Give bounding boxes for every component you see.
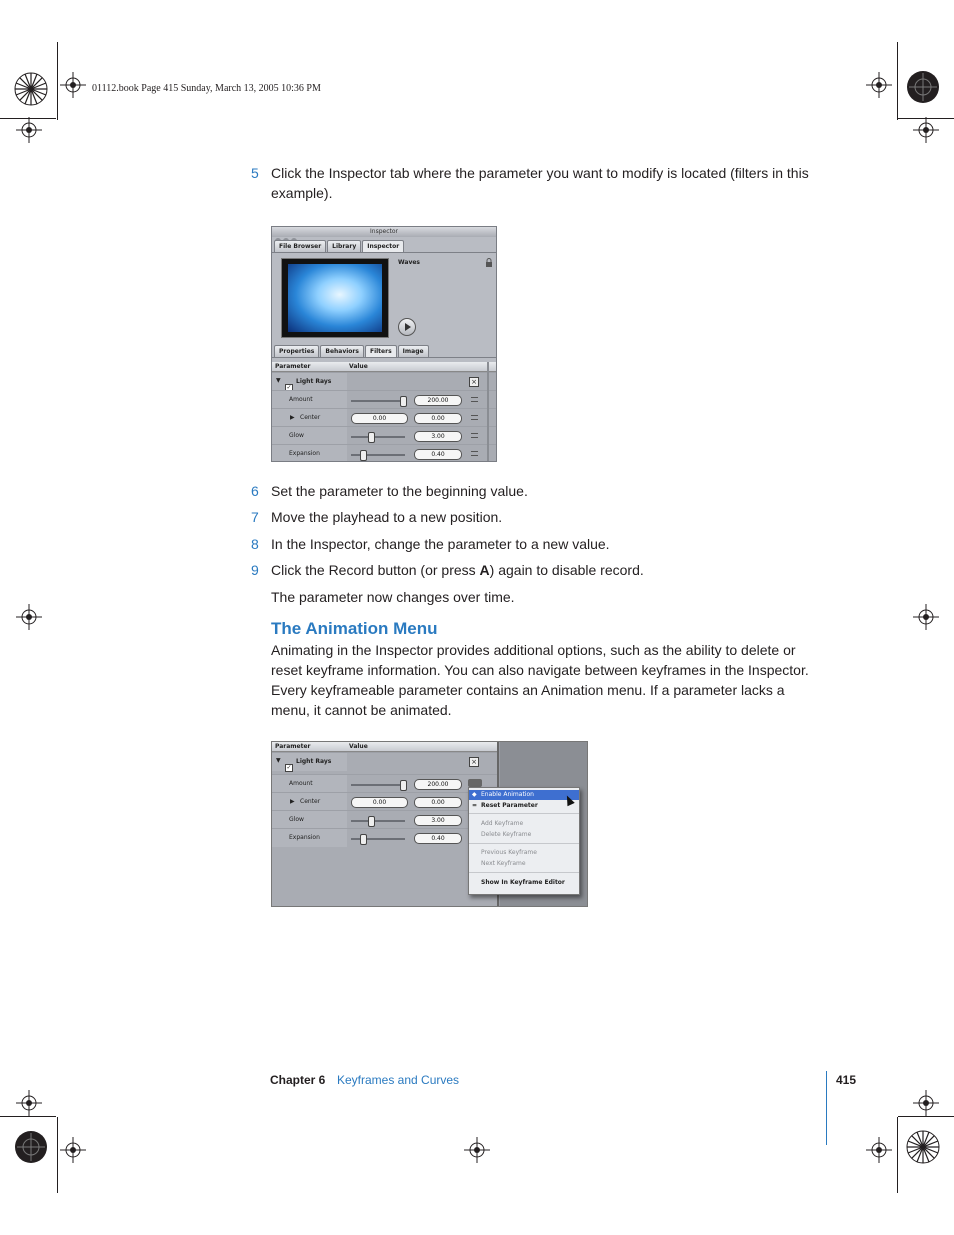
animation-menu-icon[interactable] [471, 397, 478, 402]
menu-item-delete-keyframe[interactable]: Delete Keyframe [481, 831, 532, 838]
step-number: 9 [251, 562, 259, 578]
center-x-field[interactable]: 0.00 [351, 413, 408, 424]
starburst-registration-icon [906, 1130, 940, 1164]
glow-value-field[interactable]: 3.00 [414, 815, 462, 826]
step-text: Click the Inspector tab where the parameter you want to modify is located (filters in this example). [271, 165, 809, 201]
crosshair-registration-icon [464, 1137, 490, 1163]
lock-icon[interactable] [485, 258, 493, 267]
parameter-row [272, 774, 497, 793]
expansion-slider[interactable] [351, 454, 405, 456]
tab-filters[interactable]: Filters [365, 345, 397, 358]
amount-value-field[interactable]: 200.00 [414, 395, 462, 406]
parameter-label: Amount [289, 396, 313, 403]
step-number: 6 [251, 483, 259, 499]
parameter-row [272, 426, 496, 445]
expansion-value-field[interactable]: 0.40 [414, 449, 462, 460]
crop-mark [0, 1116, 56, 1117]
step-text: In the Inspector, change the parameter to a new value. [271, 536, 610, 552]
browser-tabs [274, 240, 405, 251]
column-parameter: Parameter [275, 363, 311, 370]
glow-slider[interactable] [351, 820, 405, 822]
footer-chapter: Chapter 6 [270, 1073, 326, 1087]
key-name: A [479, 562, 490, 578]
parameter-label: Center [300, 798, 321, 805]
crosshair-registration-icon [866, 72, 892, 98]
step-text: Move the playhead to a new position. [271, 509, 503, 525]
group-name: Light Rays [296, 758, 332, 765]
footer-chapter-title: Keyframes and Curves [337, 1073, 460, 1087]
crosshair-registration-icon [60, 72, 86, 98]
crosshair-registration-icon [866, 1137, 892, 1163]
disclosure-triangle-icon[interactable]: ▶ [290, 414, 295, 421]
filter-name: Waves [398, 259, 421, 266]
parameter-label: Glow [289, 816, 304, 823]
menu-item-enable-animation[interactable]: ◆ Enable Animation [469, 790, 579, 800]
crop-mark [897, 1117, 898, 1193]
column-header [272, 742, 497, 752]
step-number: 8 [251, 536, 259, 552]
menu-item-add-keyframe[interactable]: Add Keyframe [481, 820, 524, 827]
step-text: Click the Record button (or press A) again to disable record. [271, 562, 644, 578]
window-title: Inspector [370, 228, 398, 235]
step-number: 5 [251, 165, 259, 181]
section-heading: The Animation Menu [271, 619, 438, 638]
parameter-label: Expansion [289, 834, 320, 841]
crosshair-registration-icon [16, 117, 42, 143]
parameter-label: Expansion [289, 450, 320, 457]
parameter-row [272, 792, 497, 811]
menu-item-reset-parameter[interactable]: = Reset Parameter [472, 802, 538, 809]
tab-library[interactable]: Library [327, 240, 361, 253]
disclosure-triangle-icon[interactable]: ▼ [276, 757, 281, 764]
section-paragraph: Animating in the Inspector provides additional options, such as the ability to delete or reset keyframe information. You can also navigate between keyframes in the Inspector. Every keyframeable parameter contains an Animation menu. If a parameter lacks a menu, it cannot be animated. [271, 642, 809, 718]
amount-slider[interactable] [351, 784, 405, 786]
remove-filter-icon[interactable]: × [469, 757, 479, 767]
parameter-list [272, 372, 496, 462]
parameter-row [272, 390, 496, 409]
center-y-field[interactable]: 0.00 [414, 797, 462, 808]
glow-value-field[interactable]: 3.00 [414, 431, 462, 442]
parameter-row [272, 828, 497, 847]
crop-mark [57, 42, 58, 120]
enable-checkbox[interactable]: ✓ [286, 763, 292, 771]
column-header [272, 362, 496, 372]
play-icon[interactable] [398, 318, 416, 336]
result-text: The parameter now changes over time. [271, 589, 515, 605]
parameter-label: Center [300, 414, 321, 421]
step-text: Set the parameter to the beginning value. [271, 483, 528, 499]
parameter-panel [272, 742, 499, 907]
crosshair-registration-icon [913, 1090, 939, 1116]
parameter-list [272, 752, 497, 907]
crop-mark [57, 1117, 58, 1193]
window-titlebar [272, 227, 496, 237]
center-x-field[interactable]: 0.00 [351, 797, 408, 808]
parameter-row [272, 408, 496, 427]
starburst-registration-icon [14, 1130, 48, 1164]
crosshair-registration-icon [913, 604, 939, 630]
tab-file-browser[interactable]: File Browser [274, 240, 326, 253]
inspector-screenshot [271, 226, 497, 462]
menu-item-next-keyframe[interactable]: Next Keyframe [481, 860, 526, 867]
scrollbar[interactable] [487, 362, 489, 462]
starburst-registration-icon [906, 70, 940, 104]
file-info-header: 01112.book Page 415 Sunday, March 13, 2005 10:36 PM [92, 83, 321, 94]
enable-checkbox[interactable]: ✓ [286, 383, 292, 391]
animation-menu [468, 787, 580, 895]
step-number: 7 [251, 509, 259, 525]
crosshair-registration-icon [16, 1090, 42, 1116]
tab-properties[interactable]: Properties [274, 345, 319, 358]
amount-value-field[interactable]: 200.00 [414, 779, 462, 790]
inspector-subtabs [274, 345, 430, 356]
expansion-value-field[interactable]: 0.40 [414, 833, 462, 844]
animation-menu-icon[interactable] [471, 433, 478, 438]
parameter-label: Amount [289, 780, 313, 787]
page-number: 415 [836, 1073, 857, 1087]
crop-mark [898, 1116, 954, 1117]
animation-menu-icon[interactable] [471, 451, 478, 456]
animation-menu-screenshot [271, 741, 588, 907]
crosshair-registration-icon [913, 117, 939, 143]
tab-behaviors[interactable]: Behaviors [320, 345, 364, 358]
filter-group-row [272, 752, 497, 771]
filter-preview-image [282, 259, 388, 337]
crop-mark [897, 42, 898, 120]
remove-filter-icon[interactable]: × [469, 377, 479, 387]
crosshair-registration-icon [60, 1137, 86, 1163]
center-y-field[interactable]: 0.00 [414, 413, 462, 424]
parameter-row [272, 444, 496, 462]
parameter-label: Glow [289, 432, 304, 439]
disclosure-triangle-icon[interactable]: ▼ [276, 377, 281, 384]
column-value: Value [349, 743, 368, 750]
filter-group-row [272, 372, 496, 391]
tab-image[interactable]: Image [398, 345, 429, 358]
menu-item-show-in-keyframe-editor[interactable]: Show In Keyframe Editor [481, 879, 565, 886]
menu-item-previous-keyframe[interactable]: Previous Keyframe [481, 849, 537, 856]
footer-divider [826, 1071, 827, 1145]
tab-inspector[interactable]: Inspector [362, 240, 404, 253]
glow-slider[interactable] [351, 436, 405, 438]
crosshair-registration-icon [16, 604, 42, 630]
column-parameter: Parameter [275, 743, 311, 750]
parameter-row [272, 810, 497, 829]
expansion-slider[interactable] [351, 838, 405, 840]
animation-menu-button[interactable] [468, 779, 482, 787]
amount-slider[interactable] [351, 400, 405, 402]
disclosure-triangle-icon[interactable]: ▶ [290, 798, 295, 805]
group-name: Light Rays [296, 378, 332, 385]
starburst-registration-icon [14, 72, 48, 106]
column-value: Value [349, 363, 368, 370]
animation-menu-icon[interactable] [471, 415, 478, 420]
